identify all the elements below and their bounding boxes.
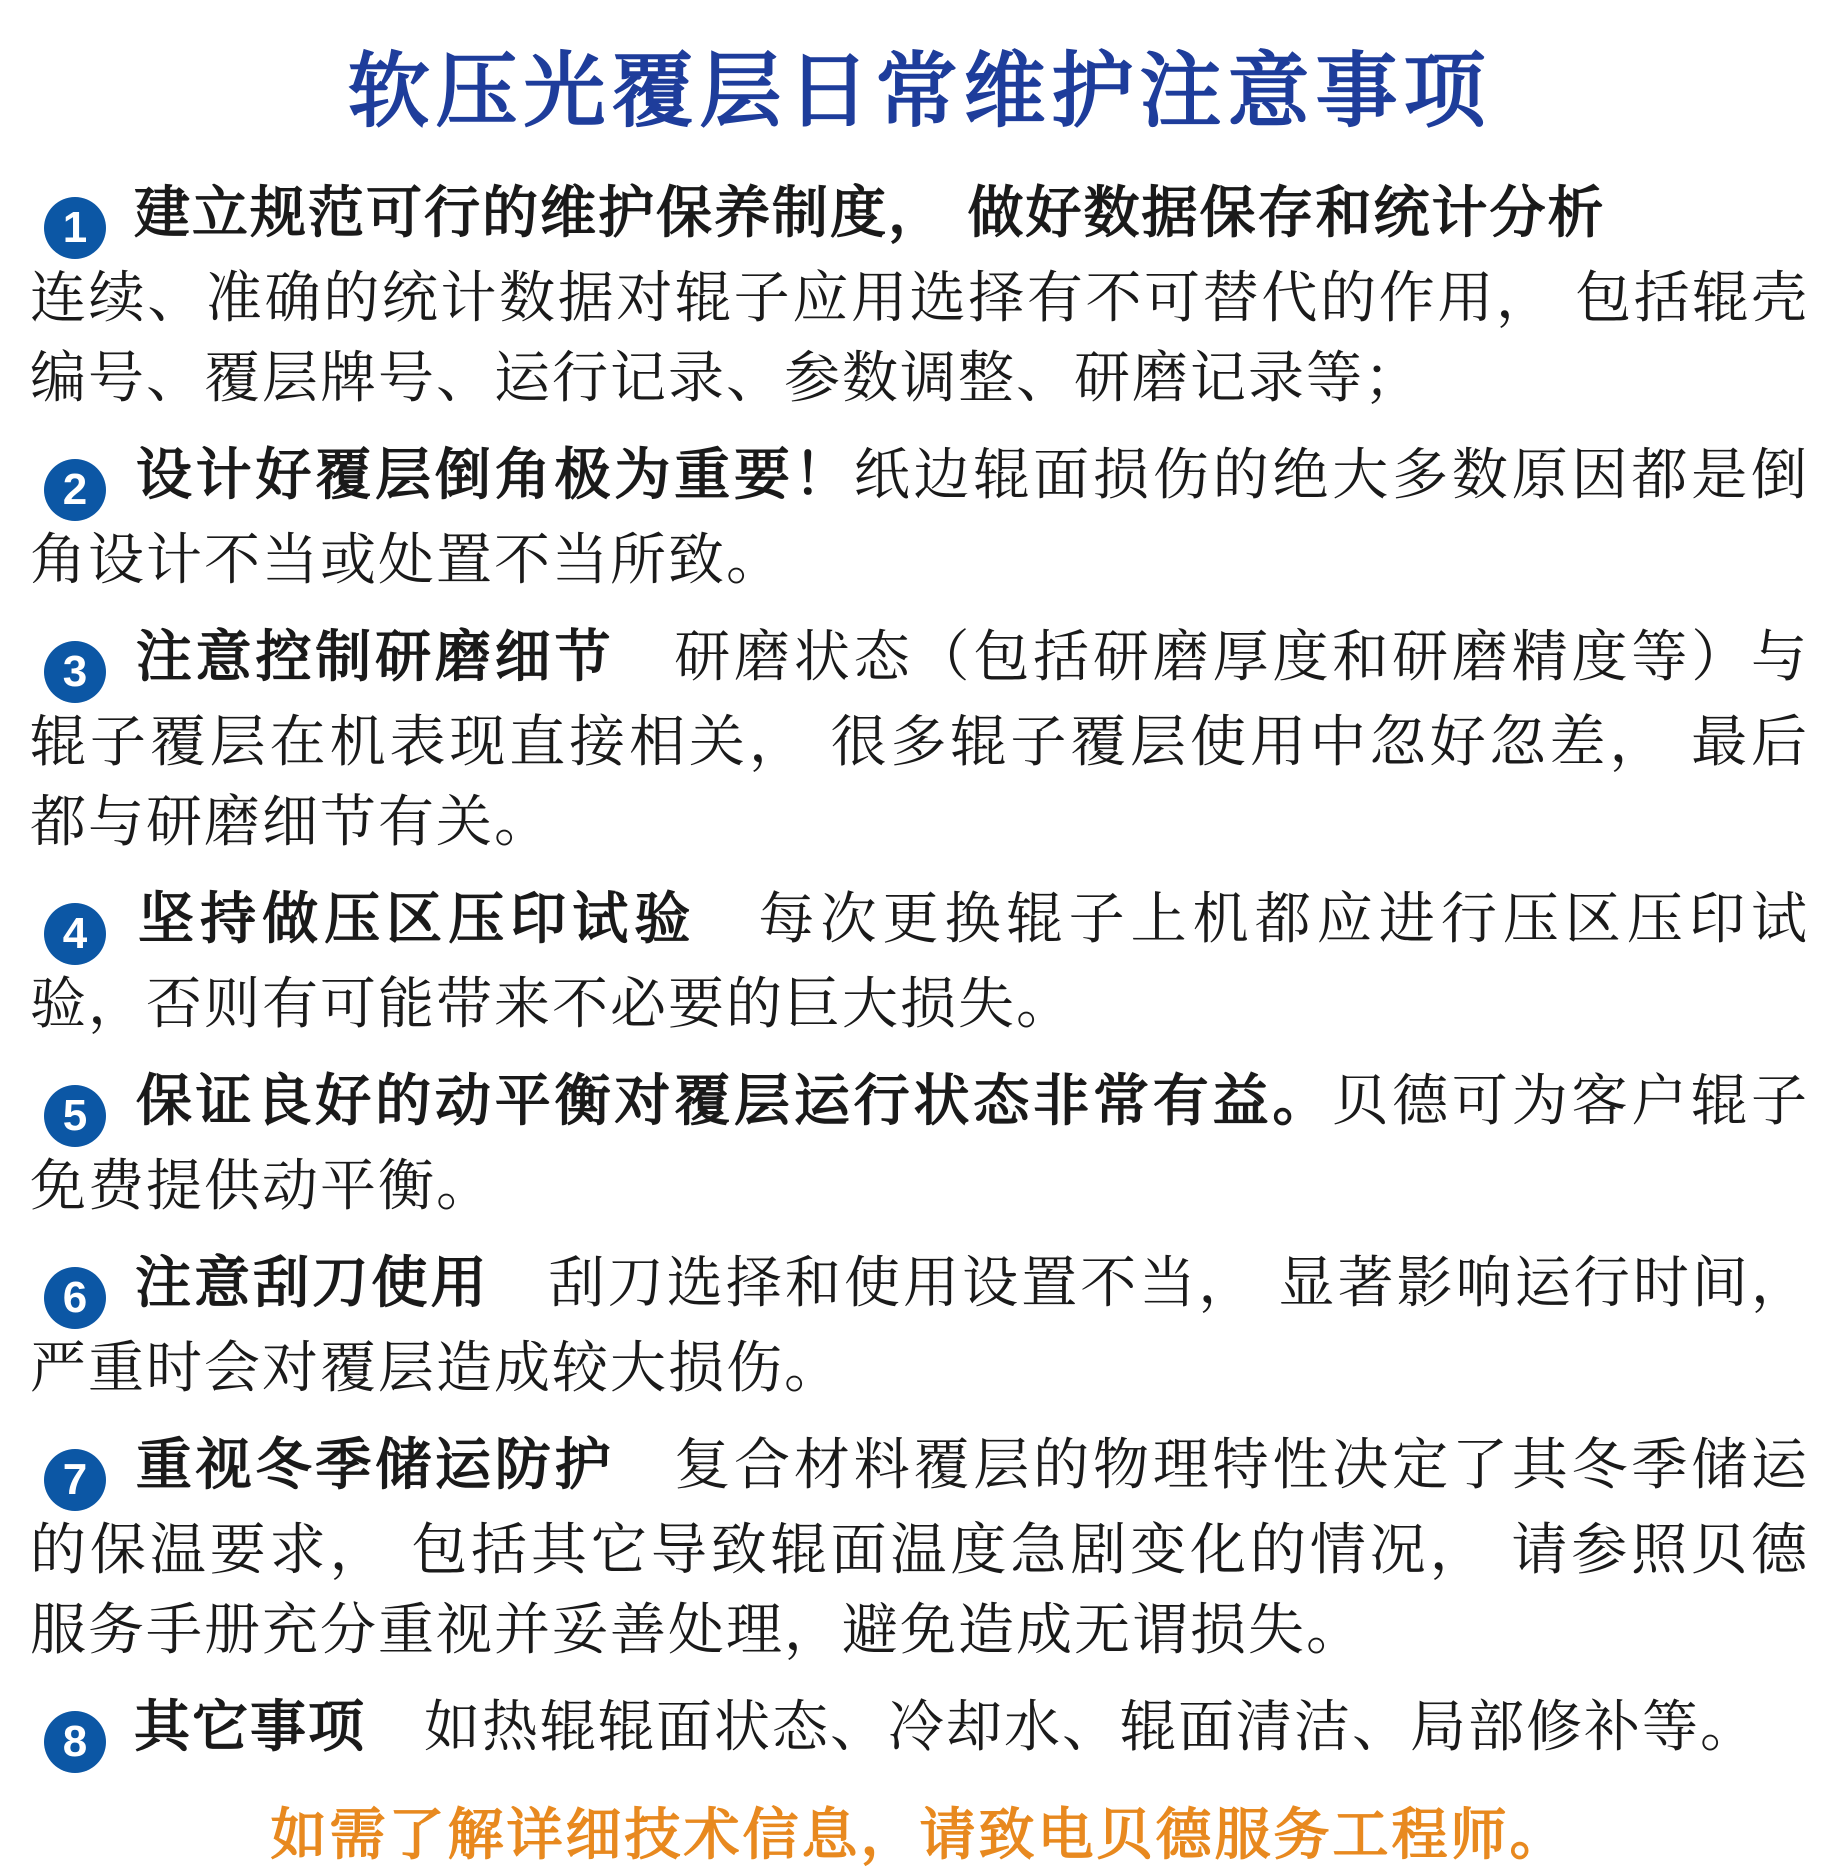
item-heading: 注意刮刀使用: [134, 1250, 490, 1316]
item-heading: 建立规范可行的维护保养制度， 做好数据保存和统计分析: [134, 180, 1606, 246]
item-body: 研磨状态（包括研磨厚度和研磨精度等）与辊子覆层在机表现直接相关， 很多辊子覆层使用中忽好忽差， 最后都与研磨细节有关。: [30, 625, 1810, 855]
item-number-badge: 1: [44, 197, 106, 259]
maintenance-item: [30, 1687, 1809, 1773]
item-body: 如热辊辊面状态、冷却水、辊面清洁、局部修补等。: [366, 1695, 1758, 1760]
footer-contact-note: 如需了解详细技术信息，请致电贝德服务工程师。: [270, 1802, 1569, 1868]
item-number-badge: 4: [44, 903, 106, 965]
page-title: 软压光覆层日常维护注意事项: [347, 46, 1492, 137]
item-heading: 设计好覆层倒角极为重要！: [134, 442, 854, 508]
item-body: 每次更换辊子上机都应进行压区压印试验，否则有可能带来不必要的巨大损失。: [30, 887, 1810, 1037]
item-body: 连续、准确的统计数据对辊子应用选择有不可替代的作用， 包括辊壳编号、覆层牌号、运行记录、参数调整、研磨记录等；: [30, 266, 1809, 411]
maintenance-item: [30, 617, 1809, 863]
item-heading: 重视冬季储运防护: [134, 1432, 615, 1498]
maintenance-item: [30, 1243, 1809, 1409]
maintenance-item: [30, 435, 1809, 601]
item-body: 贝德可为客户辊子免费提供动平衡。: [30, 1069, 1810, 1219]
item-number-badge: 2: [44, 459, 106, 521]
item-body: 复合材料覆层的物理特性决定了其冬季储运的保温要求， 包括其它导致辊面温度急剧变化的情况， 请参照贝德服务手册充分重视并妥善处理，避免造成无谓损失。: [30, 1433, 1810, 1663]
item-heading: 坚持做压区压印试验: [134, 886, 697, 952]
item-heading: 注意控制研磨细节: [134, 624, 615, 690]
maintenance-item: [30, 1425, 1809, 1671]
item-number-badge: 3: [44, 641, 106, 703]
maintenance-item: [30, 879, 1809, 1045]
item-body: 刮刀选择和使用设置不当， 显著影响运行时间， 严重时会对覆层造成较大损伤。: [30, 1251, 1809, 1401]
item-body: 纸边辊面损伤的绝大多数原因都是倒角设计不当或处置不当所致。: [30, 443, 1810, 593]
maintenance-item: [30, 173, 1809, 419]
maintenance-item: [30, 1061, 1809, 1227]
item-heading: 其它事项: [134, 1694, 366, 1760]
item-number-badge: 7: [44, 1449, 106, 1511]
maintenance-items-list: [30, 173, 1809, 1773]
item-number-badge: 5: [44, 1085, 106, 1147]
item-number-badge: 8: [44, 1711, 106, 1773]
item-heading: 保证良好的动平衡对覆层运行状态非常有益。: [134, 1068, 1333, 1134]
item-number-badge: 6: [44, 1267, 106, 1329]
